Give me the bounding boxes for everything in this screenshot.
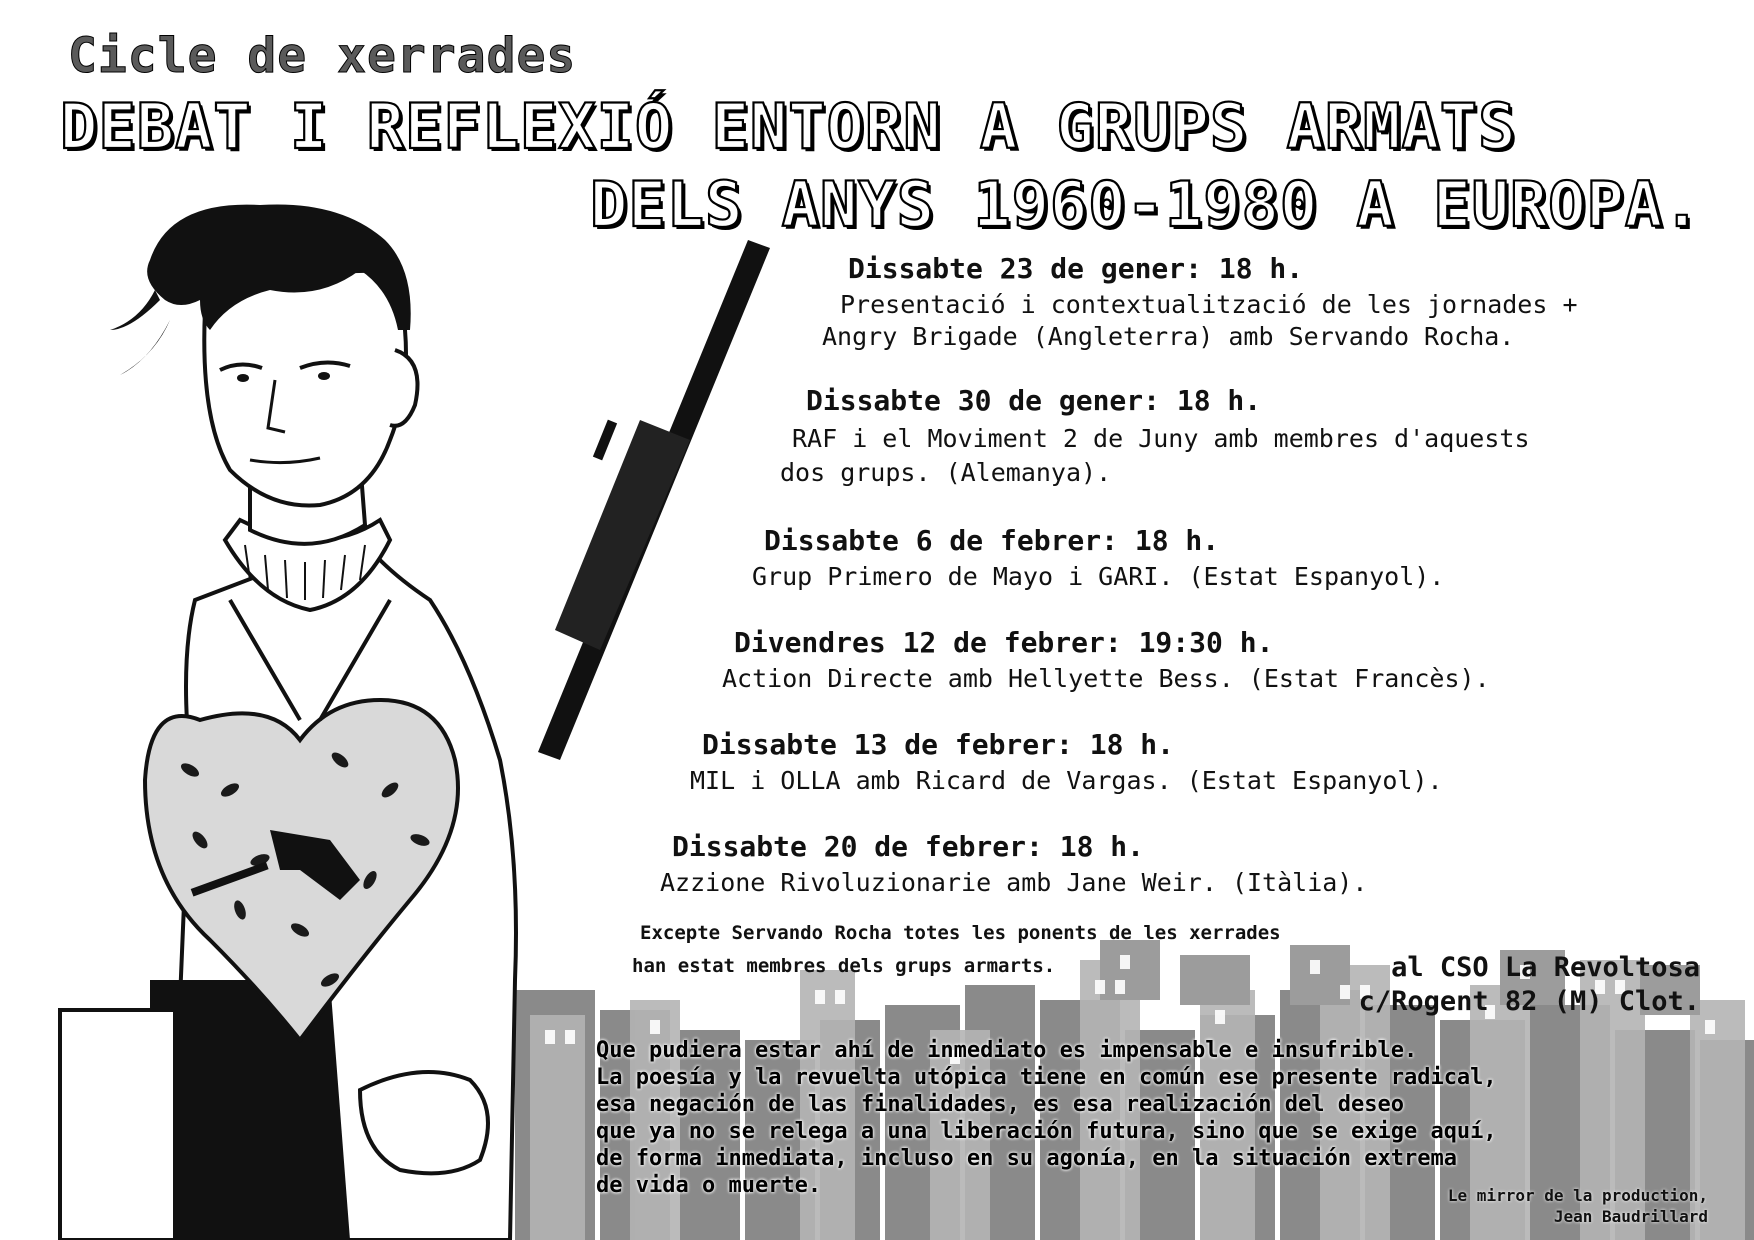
baudrillard-quote [596, 1037, 1497, 1199]
event-description: Action Directe amb Hellyette Bess. (Estat Francès). [722, 664, 1490, 693]
event-date: Dissabte 20 de febrer: 18 h. [672, 830, 1145, 863]
credit-line: Jean Baudrillard [1553, 1207, 1708, 1226]
event-description: Azzione Rivoluzionarie amb Jane Weir. (Itàlia). [660, 868, 1368, 897]
headline-line-2: DELS ANYS 1960-1980 A EUROPA. [590, 168, 1702, 241]
quote-line: de vida o muerte. [596, 1173, 822, 1198]
venue-address: c/Rogent 82 (M) Clot. [1358, 986, 1700, 1017]
event-date: Dissabte 6 de febrer: 18 h. [764, 524, 1220, 557]
speakers-note: Excepte Servando Rocha totes les ponents de les xerrades [640, 922, 1281, 944]
venue-name: al CSO La Revoltosa [1391, 952, 1700, 983]
event-description: Presentació i contextualització de les jornades + [840, 290, 1578, 319]
event-date: Dissabte 30 de gener: 18 h. [806, 384, 1262, 417]
headline-line-1: DEBAT I REFLEXIÓ ENTORN A GRUPS ARMATS [60, 90, 1517, 163]
event-description: RAF i el Moviment 2 de Juny amb membres d'aquests [792, 424, 1530, 453]
event-description: Angry Brigade (Angleterra) amb Servando Rocha. [822, 322, 1515, 351]
event-description: MIL i OLLA amb Ricard de Vargas. (Estat Espanyol). [690, 766, 1443, 795]
kicker-title: Cicle de xerrades [68, 28, 577, 84]
quote-line: de forma inmediata, incluso en su agonía, en la situación extrema [596, 1146, 1457, 1171]
event-date: Dissabte 23 de gener: 18 h. [848, 252, 1304, 285]
quote-line: La poesía y la revuelta utópica tiene en común ese presente radical, [596, 1065, 1497, 1090]
credit-line: Le mirror de la production, [1447, 1186, 1708, 1205]
event-description: Grup Primero de Mayo i GARI. (Estat Espanyol). [752, 562, 1445, 591]
event-description: dos grups. (Alemanya). [780, 458, 1112, 487]
speakers-note: han estat membres dels grups armarts. [632, 955, 1056, 977]
event-date: Divendres 12 de febrer: 19:30 h. [734, 626, 1274, 659]
quote-line: Que pudiera estar ahí de inmediato es impensable e insufrible. [596, 1038, 1418, 1063]
quote-line: que ya no se relega a una liberación futura, sino que se exige aquí, [596, 1119, 1497, 1144]
quote-line: esa negación de las finalidades, es esa realización del deseo [596, 1092, 1404, 1117]
quote-credit [1448, 1185, 1708, 1227]
event-date: Dissabte 13 de febrer: 18 h. [702, 728, 1175, 761]
